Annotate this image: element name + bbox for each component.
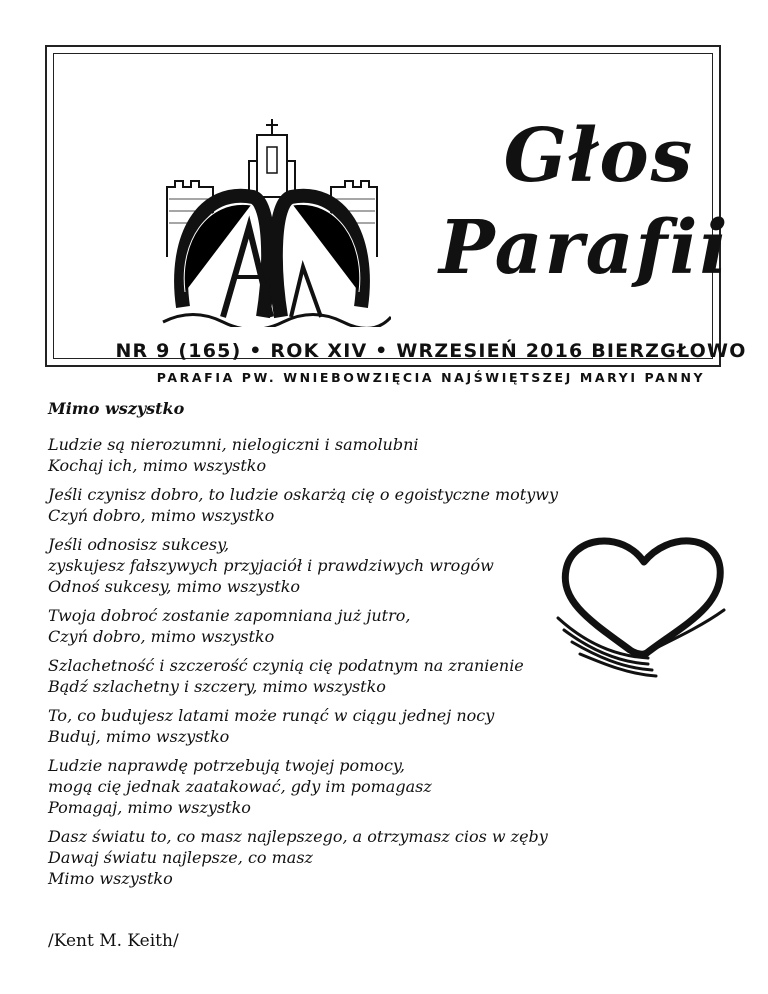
poem-line: Pomagaj, mimo wszystko <box>48 798 251 817</box>
stanza <box>48 755 648 818</box>
issue-line: NR 9 (165) • ROK XIV • WRZESIEŃ 2016 BIERZGŁOWO <box>115 340 747 362</box>
parish-line: PARAFIA PW. WNIEBOWZIĘCIA NAJŚWIĘTSZEJ MARYI PANNY <box>156 370 706 385</box>
poem-line: Mimo wszystko <box>48 869 173 888</box>
stanza <box>48 434 648 476</box>
poem-line: Ludzie naprawdę potrzebują twojej pomocy, <box>48 756 405 775</box>
poem-line: Jeśli odnosisz sukcesy, <box>48 535 230 554</box>
heart-hands-icon <box>552 522 732 682</box>
stanza <box>48 705 648 747</box>
poem-line: Odnoś sukcesy, mimo wszystko <box>48 577 301 596</box>
poem-line: Czyń dobro, mimo wszystko <box>48 627 275 646</box>
church-logo-icon <box>153 117 391 327</box>
poem-line: Dawaj światu najlepsze, co masz <box>48 848 313 867</box>
poem-line: Szlachetność i szczerość czynią cię podatnym na zranienie <box>48 656 524 675</box>
stanza <box>48 826 648 889</box>
poem-line: Buduj, mimo wszystko <box>48 727 230 746</box>
poem-line: Dasz światu to, co masz najlepszego, a otrzymasz cios w zęby <box>48 827 548 846</box>
poem-line: zyskujesz fałszywych przyjaciół i prawdziwych wrogów <box>48 556 494 575</box>
poem-title: Mimo wszystko <box>48 399 185 418</box>
poem-line: Ludzie są nierozumni, nielogiczni i samolubni <box>48 435 419 454</box>
poem-author: /Kent M. Keith/ <box>48 931 179 951</box>
poem-line: Bądź szlachetny i szczery, mimo wszystko <box>48 677 386 696</box>
poem-line: Twoja dobroć zostanie zapomniana już jutro, <box>48 606 411 625</box>
newsletter-title <box>439 113 730 291</box>
title-word-1: Głos <box>503 113 695 199</box>
title-word-2: Parafii <box>439 205 730 291</box>
poem-line: Jeśli czynisz dobro, to ludzie oskarżą cię o egoistyczne motywy <box>48 485 559 504</box>
stanza <box>48 484 648 526</box>
poem-line: Kochaj ich, mimo wszystko <box>48 456 267 475</box>
masthead <box>45 45 747 385</box>
poem-line: mogą cię jednak zaatakować, gdy im pomagasz <box>48 777 432 796</box>
poem-line: Czyń dobro, mimo wszystko <box>48 506 275 525</box>
poem-line: To, co budujesz latami może runąć w ciągu jednej nocy <box>48 706 495 725</box>
